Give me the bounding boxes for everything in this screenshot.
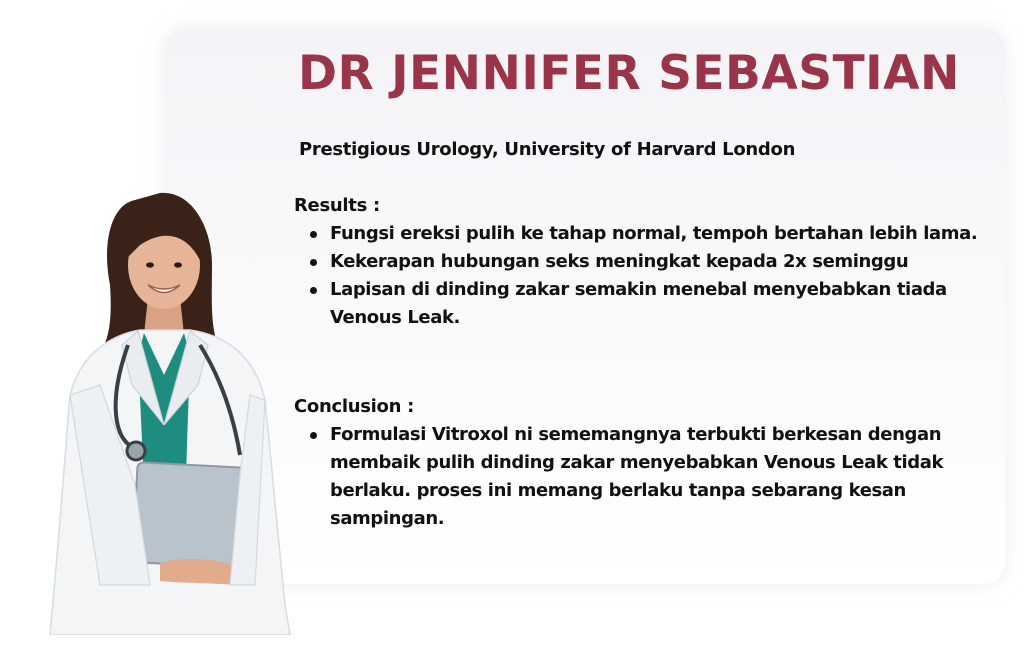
results-item: Lapisan di dinding zakar semakin menebal menyebabkan tiada Venous Leak. <box>330 276 994 332</box>
doctor-affiliation: Prestigious Urology, University of Harvard London <box>299 139 796 160</box>
conclusion-item: Formulasi Vitroxol ni sememangnya terbukti berkesan dengan membaik pulih dinding zakar menyebabkan Venous Leak tidak berlaku. proses ini memang berlaku tanpa sebarang kesan sampingan. <box>330 421 994 533</box>
conclusion-section <box>294 396 994 533</box>
doctor-name: DR JENNIFER SEBASTIAN <box>298 46 960 101</box>
conclusion-heading: Conclusion : <box>294 396 414 417</box>
results-list <box>294 220 994 332</box>
results-item: Kekerapan hubungan seks meningkat kepada 2x seminggu <box>330 248 994 276</box>
conclusion-list <box>294 421 994 533</box>
results-heading: Results : <box>294 195 380 216</box>
doctor-photo <box>40 185 295 635</box>
results-section <box>294 195 994 332</box>
results-item: Fungsi ereksi pulih ke tahap normal, tempoh bertahan lebih lama. <box>330 220 994 248</box>
